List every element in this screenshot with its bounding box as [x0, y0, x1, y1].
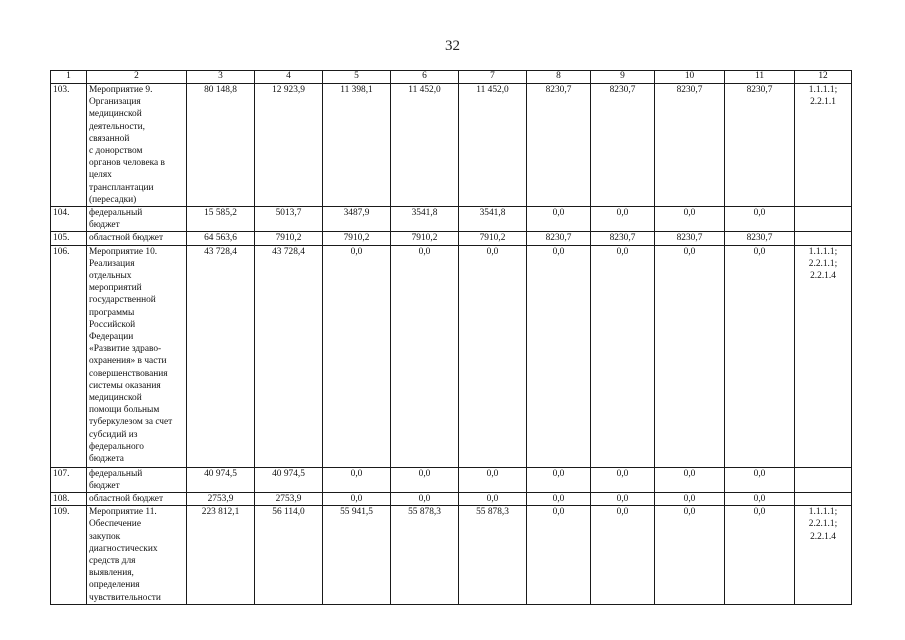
column-number-8: 8 — [527, 71, 591, 84]
value-cell-col-11: 0,0 — [725, 493, 795, 506]
value-cell-col-9: 0,0 — [591, 467, 655, 492]
row-number: 107. — [51, 467, 87, 492]
value-cell-col-9: 0,0 — [591, 506, 655, 605]
value-cell-col-5: 55 941,5 — [323, 506, 391, 605]
value-cell-col-7: 55 878,3 — [459, 506, 527, 605]
row-name: областной бюджет — [89, 494, 164, 505]
row-name: Мероприятие 10. Реализация отдельных мероприятий государственной программы Российской Федерации «Развитие здраво- охранения» в части совершенствования системы оказания медицинской помощи больным туберкулезом за счет субсидий из федерального бюджета — [89, 246, 173, 465]
value-cell-col-10: 0,0 — [655, 493, 725, 506]
value-cell-col-3: 15 585,2 — [187, 207, 255, 232]
value-cell-col-8: 8230,7 — [527, 84, 591, 207]
value-cell-col-11: 8230,7 — [725, 84, 795, 207]
row-number: 106. — [51, 245, 87, 467]
value-cell-col-6: 3541,8 — [391, 207, 459, 232]
column-number-6: 6 — [391, 71, 459, 84]
indicator-code-cell — [795, 506, 852, 605]
column-number-7: 7 — [459, 71, 527, 84]
value-cell-col-9: 8230,7 — [591, 232, 655, 245]
column-number-4: 4 — [255, 71, 323, 84]
value-cell-col-8: 0,0 — [527, 506, 591, 605]
row-number: 103. — [51, 84, 87, 207]
value-cell-col-8: 0,0 — [527, 207, 591, 232]
indicator-code-cell — [795, 84, 852, 207]
table-row — [51, 232, 852, 245]
indicator-code-cell — [795, 232, 852, 245]
value-cell-col-11: 8230,7 — [725, 232, 795, 245]
row-name: Мероприятие 9. Организация медицинской деятельности, связанной с донорством органов человека в целях трансплантации (пересадки) — [89, 85, 165, 205]
value-cell-col-7: 0,0 — [459, 467, 527, 492]
value-cell-col-10: 8230,7 — [655, 232, 725, 245]
column-number-2: 2 — [87, 71, 187, 84]
row-number: 108. — [51, 493, 87, 506]
indicator-code-cell — [795, 493, 852, 506]
column-number-11: 11 — [725, 71, 795, 84]
value-cell-col-11: 0,0 — [725, 207, 795, 232]
indicator-code-cell — [795, 245, 852, 467]
value-cell-col-6: 55 878,3 — [391, 506, 459, 605]
value-cell-col-9: 8230,7 — [591, 84, 655, 207]
row-name: областной бюджет — [89, 233, 164, 244]
value-cell-col-8: 0,0 — [527, 493, 591, 506]
value-cell-col-3: 40 974,5 — [187, 467, 255, 492]
value-cell-col-7: 0,0 — [459, 245, 527, 467]
value-cell-col-5: 11 398,1 — [323, 84, 391, 207]
value-cell-col-6: 0,0 — [391, 467, 459, 492]
column-number-3: 3 — [187, 71, 255, 84]
value-cell-col-5: 7910,2 — [323, 232, 391, 245]
indicator-code: 1.1.1.1; 2.2.1.1; 2.2.1.4 — [808, 507, 838, 542]
value-cell-col-4: 5013,7 — [255, 207, 323, 232]
value-cell-col-4: 43 728,4 — [255, 245, 323, 467]
value-cell-col-7: 3541,8 — [459, 207, 527, 232]
row-name-cell — [87, 493, 187, 506]
value-cell-col-7: 0,0 — [459, 493, 527, 506]
value-cell-col-4: 2753,9 — [255, 493, 323, 506]
value-cell-col-9: 0,0 — [591, 493, 655, 506]
table-row — [51, 506, 852, 605]
value-cell-col-3: 64 563,6 — [187, 232, 255, 245]
column-number-row — [51, 71, 852, 84]
table-row — [51, 207, 852, 232]
row-name-cell — [87, 245, 187, 467]
value-cell-col-5: 0,0 — [323, 493, 391, 506]
value-cell-col-4: 56 114,0 — [255, 506, 323, 605]
column-number-9: 9 — [591, 71, 655, 84]
row-name-cell — [87, 84, 187, 207]
page-number: 32 — [445, 38, 460, 54]
indicator-code: 1.1.1.1; 2.2.1.1; 2.2.1.4 — [808, 246, 838, 282]
indicator-code-cell — [795, 467, 852, 492]
value-cell-col-3: 2753,9 — [187, 493, 255, 506]
value-cell-col-10: 0,0 — [655, 245, 725, 467]
value-cell-col-4: 7910,2 — [255, 232, 323, 245]
value-cell-col-6: 0,0 — [391, 493, 459, 506]
value-cell-col-5: 0,0 — [323, 467, 391, 492]
value-cell-col-4: 12 923,9 — [255, 84, 323, 207]
value-cell-col-11: 0,0 — [725, 506, 795, 605]
table-row — [51, 245, 852, 467]
row-name: федеральный бюджет — [89, 208, 143, 231]
row-name: федеральный бюджет — [89, 468, 143, 491]
value-cell-col-3: 223 812,1 — [187, 506, 255, 605]
row-number: 105. — [51, 232, 87, 245]
value-cell-col-11: 0,0 — [725, 467, 795, 492]
value-cell-col-9: 0,0 — [591, 207, 655, 232]
row-name: Мероприятие 11. Обеспечение закупок диагностических средств для выявления, определения чувствительности — [89, 507, 161, 603]
value-cell-col-8: 0,0 — [527, 245, 591, 467]
row-name-cell — [87, 232, 187, 245]
value-cell-col-11: 0,0 — [725, 245, 795, 467]
value-cell-col-5: 0,0 — [323, 245, 391, 467]
row-number: 109. — [51, 506, 87, 605]
row-name-cell — [87, 467, 187, 492]
value-cell-col-4: 40 974,5 — [255, 467, 323, 492]
table-row — [51, 493, 852, 506]
table-body — [51, 71, 852, 605]
value-cell-col-3: 80 148,8 — [187, 84, 255, 207]
value-cell-col-6: 0,0 — [391, 245, 459, 467]
value-cell-col-6: 11 452,0 — [391, 84, 459, 207]
value-cell-col-10: 8230,7 — [655, 84, 725, 207]
indicator-code: 1.1.1.1; 2.2.1.1 — [808, 85, 838, 108]
value-cell-col-3: 43 728,4 — [187, 245, 255, 467]
budget-table — [50, 70, 852, 605]
row-name-cell — [87, 207, 187, 232]
value-cell-col-5: 3487,9 — [323, 207, 391, 232]
column-number-10: 10 — [655, 71, 725, 84]
column-number-1: 1 — [51, 71, 87, 84]
value-cell-col-7: 11 452,0 — [459, 84, 527, 207]
indicator-code-cell — [795, 207, 852, 232]
value-cell-col-8: 8230,7 — [527, 232, 591, 245]
table-row — [51, 467, 852, 492]
value-cell-col-6: 7910,2 — [391, 232, 459, 245]
value-cell-col-9: 0,0 — [591, 245, 655, 467]
value-cell-col-10: 0,0 — [655, 467, 725, 492]
value-cell-col-7: 7910,2 — [459, 232, 527, 245]
column-number-5: 5 — [323, 71, 391, 84]
column-number-12: 12 — [795, 71, 852, 84]
table-row — [51, 84, 852, 207]
value-cell-col-10: 0,0 — [655, 207, 725, 232]
value-cell-col-8: 0,0 — [527, 467, 591, 492]
value-cell-col-10: 0,0 — [655, 506, 725, 605]
row-number: 104. — [51, 207, 87, 232]
row-name-cell — [87, 506, 187, 605]
